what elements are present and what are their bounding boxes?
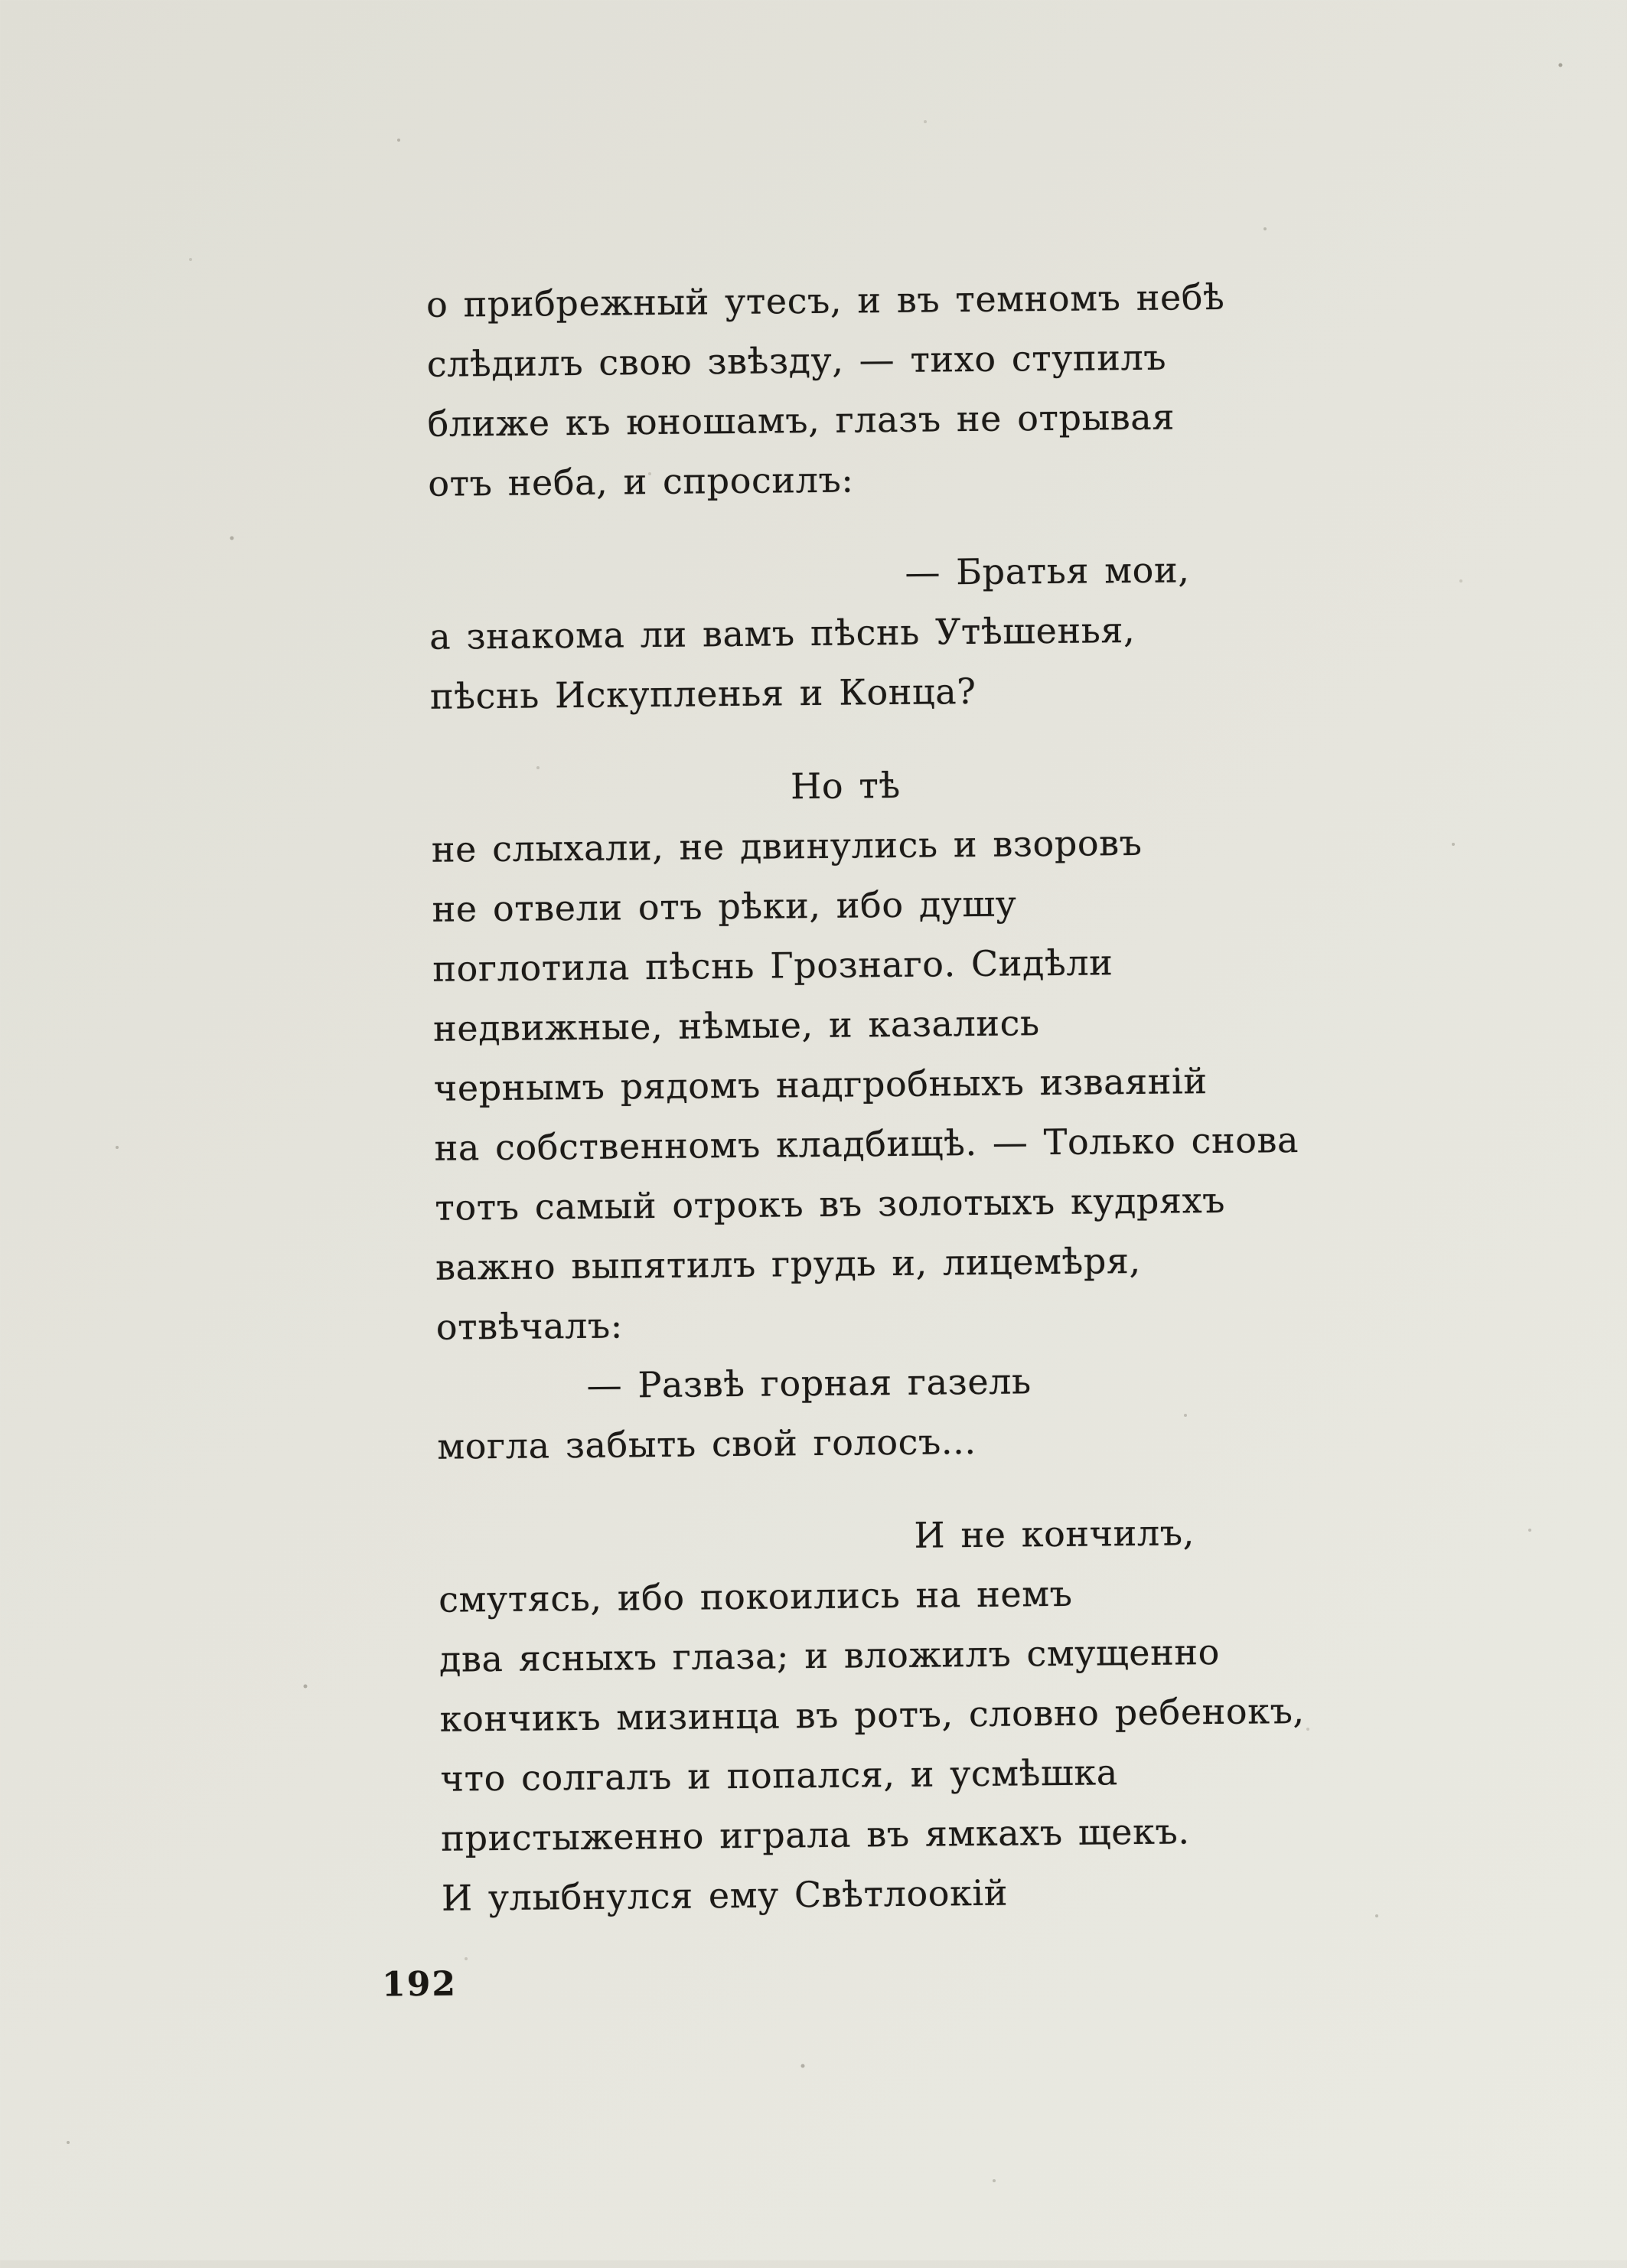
poem-text — [426, 266, 1399, 1928]
poem-line: на собственномъ кладбищѣ. — Только снова — [434, 1118, 1299, 1169]
poem-line: кончикъ мизинца въ ротъ, словно ребенокъ, — [439, 1689, 1305, 1740]
poem-line: чернымъ рядомъ надгробныхъ изваяній — [433, 1060, 1208, 1109]
poem-line: не слыхали, не двинулись и взоровъ — [431, 821, 1143, 870]
poem-line: ближе къ юношамъ, глазъ не отрывая — [427, 396, 1175, 445]
poem-line: пристыженно играла въ ямкахъ щекъ. — [441, 1810, 1190, 1859]
poem-line: И улыбнулся ему Свѣтлоокій — [441, 1872, 1009, 1919]
poem-line: — Братья мои, — [905, 549, 1190, 593]
poem-line: о прибрежный утесъ, и въ темномъ небѣ — [425, 276, 1225, 325]
poem-line: могла забыть свой голосъ... — [437, 1420, 977, 1467]
poem-line: отвѣчалъ: — [435, 1304, 624, 1348]
poem-line: не отвели отъ рѣки, ибо душу — [432, 883, 1017, 930]
poem-line: Но тѣ — [790, 764, 901, 808]
stanza — [429, 538, 1387, 726]
poem-line: слѣдилъ свою звѣзду, — тихо ступилъ — [426, 336, 1167, 385]
poem-line: а знакома ли вамъ пѣснь Утѣшенья, — [429, 609, 1136, 658]
poem-line: — Развѣ горная газель — [586, 1360, 1032, 1406]
paper-speckles — [0, 0, 2, 2]
poem-line: отъ неба, и спросилъ: — [428, 458, 854, 504]
poem-line: И не кончилъ, — [914, 1512, 1195, 1556]
poem-line: два ясныхъ глаза; и вложилъ смущенно — [439, 1630, 1221, 1680]
poem-line: смутясь, ибо покоились на немъ — [439, 1572, 1073, 1620]
poem-line: недвижные, нѣмые, и казались — [432, 1002, 1040, 1049]
page-number: 192 — [381, 1964, 458, 2005]
poem-line: пѣснь Искупленья и Конца? — [429, 670, 977, 717]
poem-line: что солгалъ и попался, и усмѣшка — [440, 1751, 1118, 1800]
stanza — [431, 751, 1394, 1477]
stanza — [426, 266, 1385, 514]
poem-line: важно выпятилъ грудь и, лицемѣря, — [435, 1239, 1141, 1288]
poem-line: тотъ самый отрокъ въ золотыхъ кудряхъ — [435, 1179, 1226, 1229]
stanza — [438, 1501, 1398, 1928]
poem-line: поглотила пѣснь Грознаго. Сидѣли — [432, 941, 1113, 990]
